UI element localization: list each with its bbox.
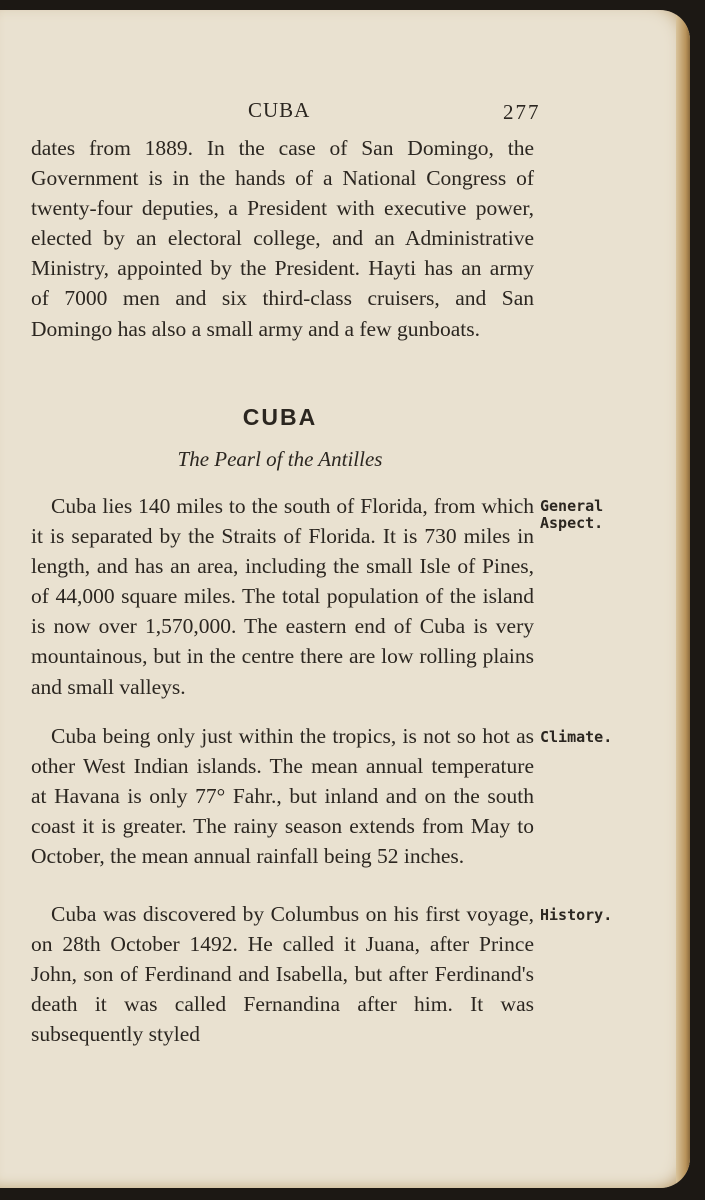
page-edge	[676, 10, 690, 1188]
running-title: CUBA	[248, 98, 311, 122]
paragraph-history: Cuba was discovered by Columbus on his first voyage, on 28th October 1492. He called it Juana, after Prince John, son of Ferdinand and Isabella, but after Ferdinand's death it was called Fernandina after him. It was subsequently styled	[31, 902, 534, 1047]
section-heading: CUBA	[242, 404, 318, 430]
margin-note-general-aspect	[540, 498, 603, 532]
margin-note-general-line1: General	[540, 497, 604, 515]
margin-note-general-line2: Aspect.	[540, 514, 604, 532]
paragraph-climate: Cuba being only just within the tropics, is not so hot as other West Indian islands. The mean annual temperature at Havana is only 77° Fahr., but inland and on the south coast it is greater. The rainy season extends from May to October, the mean annual rainfall being 52 inches.	[31, 724, 534, 869]
paragraph-general-aspect: Cuba lies 140 miles to the south of Florida, from which it is separated by the Straits of Florida. It is 730 miles in length, and has an area, including the small Isle of Pines, of 44,000 square miles. The total population of the island is now over 1,570,000. The eastern end of Cuba is very mountainous, but in the centre there are low rolling plains and small valleys.	[31, 494, 534, 699]
margin-note-history: History.	[540, 906, 613, 924]
section-subtitle: The Pearl of the Antilles	[177, 447, 383, 471]
paragraph-opening: dates from 1889. In the case of San Domingo, the Government is in the hands of a National Congress of twenty-four deputies, a President with executive power, elected by an electoral college, and an Administrative Ministry, appointed by the President. Hayti has an army of 7000 men and six third-class cruisers, and San Domingo has also a small army and a few gunboats.	[31, 136, 534, 341]
book-page	[0, 10, 690, 1188]
running-head	[0, 98, 690, 128]
margin-note-climate: Climate.	[540, 728, 613, 746]
page-number: 277	[503, 100, 541, 124]
